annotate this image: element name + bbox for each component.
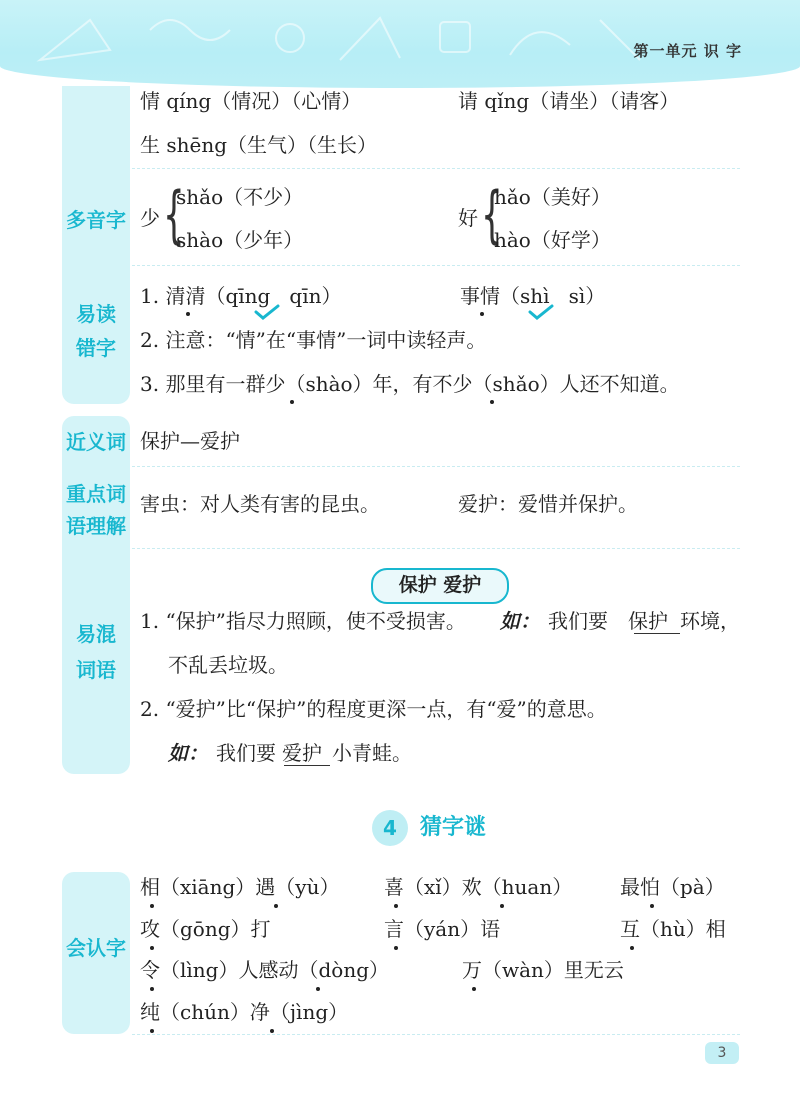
confusing-line4-c: 小青蛙。 bbox=[332, 741, 412, 765]
emphasis-dot bbox=[500, 904, 504, 908]
emphasis-dot bbox=[480, 312, 484, 316]
label-duoyinzi: 多音字 bbox=[66, 208, 126, 232]
label-yihun-line1: 易混 bbox=[76, 622, 116, 646]
divider bbox=[132, 1034, 740, 1035]
polyphone-qing: 情 qíng（情况）（心情） bbox=[140, 89, 362, 113]
confusing-line1-c: 环境， bbox=[680, 609, 740, 633]
page-number: 3 bbox=[705, 1042, 739, 1064]
confusing-line1-a: 我们要 bbox=[548, 609, 608, 633]
recognize-row3-a: 令（lìng）人感动（dòng） bbox=[140, 958, 390, 982]
synonym-text: 保护—爱护 bbox=[140, 429, 240, 453]
confusing-line3: 2. “爱护”比“保护”的程度更深一点，有“爱”的意思。 bbox=[140, 697, 607, 721]
key-word-right: 爱护：爱惜并保护。 bbox=[458, 492, 638, 516]
lesson-number: 4 bbox=[372, 810, 408, 846]
label-jinyici: 近义词 bbox=[66, 430, 126, 454]
confusing-line4-b: 爱护 bbox=[282, 741, 322, 765]
divider bbox=[132, 265, 740, 266]
polyphone-hao-1: hǎo（美好） bbox=[494, 185, 611, 209]
underline bbox=[634, 633, 680, 634]
label-huirenzi: 会认字 bbox=[66, 936, 126, 960]
label-yidu-line1: 易读 bbox=[76, 302, 116, 326]
recognize-row3-b: 万（wàn）里无云 bbox=[462, 958, 624, 982]
brace-icon: { bbox=[481, 178, 503, 251]
label-zhongdian-line1: 重点词 bbox=[66, 482, 126, 506]
easy-misread-3: 3. 那里有一群少（shào）年，有不少（shǎo）人还不知道。 bbox=[140, 372, 680, 396]
polyphone-shao-1: shǎo（不少） bbox=[176, 185, 304, 209]
confusing-line1: 1. “保护”指尽力照顾，使不受损害。 bbox=[140, 609, 466, 633]
example-ru-label: 如： bbox=[500, 609, 540, 633]
recognize-row4-a: 纯（chún）净（jìng） bbox=[140, 1000, 349, 1024]
lesson-title: 猜字谜 bbox=[420, 815, 487, 840]
brace-icon: { bbox=[163, 178, 185, 251]
divider bbox=[132, 466, 740, 467]
check-icon bbox=[528, 304, 554, 320]
recognize-row1-a: 相（xiāng）遇（yù） bbox=[140, 875, 340, 899]
unit-title: 第一单元 识 字 bbox=[633, 42, 742, 60]
recognize-row2-b: 言（yán）语 bbox=[384, 917, 501, 941]
easy-misread-2: 2. 注意：“情”在“事情”一词中读轻声。 bbox=[140, 328, 487, 352]
example-ru-label: 如： bbox=[168, 741, 208, 765]
sidebar-panel bbox=[62, 416, 130, 774]
recognize-row2-a: 攻（gōng）打 bbox=[140, 917, 271, 941]
label-yihun-line2: 词语 bbox=[76, 658, 116, 682]
emphasis-dot bbox=[150, 946, 154, 950]
emphasis-dot bbox=[290, 400, 294, 404]
easy-misread-1-left: 1. 清清（qīng qīn） bbox=[140, 284, 342, 308]
divider bbox=[132, 168, 740, 169]
emphasis-dot bbox=[490, 400, 494, 404]
recognize-row1-c: 最怕（pà） bbox=[620, 875, 725, 899]
confusing-line4-a: 我们要 bbox=[216, 741, 276, 765]
emphasis-dot bbox=[650, 904, 654, 908]
polyphone-shao-2: shào（少年） bbox=[176, 228, 304, 252]
confusing-line1-b: 保护 bbox=[628, 609, 668, 633]
label-yidu-line2: 错字 bbox=[76, 336, 116, 360]
polyphone-hao-2: hào（好学） bbox=[494, 228, 611, 252]
confusing-line2: 不乱丢垃圾。 bbox=[168, 653, 288, 677]
emphasis-dot bbox=[150, 904, 154, 908]
emphasis-dot bbox=[150, 987, 154, 991]
confusing-words-pill: 保护 爱护 bbox=[371, 568, 509, 604]
recognize-row1-b: 喜（xǐ）欢（huan） bbox=[384, 875, 573, 899]
label-zhongdian-line2: 语理解 bbox=[66, 514, 126, 538]
recognize-row2-c: 互（hù）相 bbox=[620, 917, 726, 941]
emphasis-dot bbox=[270, 1029, 274, 1033]
underline bbox=[284, 765, 330, 766]
emphasis-dot bbox=[274, 904, 278, 908]
easy-misread-1-right: 事情（shì sì） bbox=[460, 284, 606, 308]
emphasis-dot bbox=[472, 987, 476, 991]
emphasis-dot bbox=[394, 904, 398, 908]
polyphone-hao-char: 好 bbox=[458, 206, 478, 230]
divider bbox=[132, 548, 740, 549]
check-icon bbox=[254, 304, 280, 320]
emphasis-dot bbox=[316, 987, 320, 991]
emphasis-dot bbox=[150, 1029, 154, 1033]
key-word-left: 害虫：对人类有害的昆虫。 bbox=[140, 492, 380, 516]
emphasis-dot bbox=[630, 946, 634, 950]
polyphone-shao-char: 少 bbox=[140, 206, 160, 230]
emphasis-dot bbox=[186, 312, 190, 316]
emphasis-dot bbox=[394, 946, 398, 950]
polyphone-sheng: 生 shēng（生气）（生长） bbox=[140, 133, 378, 157]
polyphone-qing2: 请 qǐng（请坐）（请客） bbox=[458, 89, 680, 113]
